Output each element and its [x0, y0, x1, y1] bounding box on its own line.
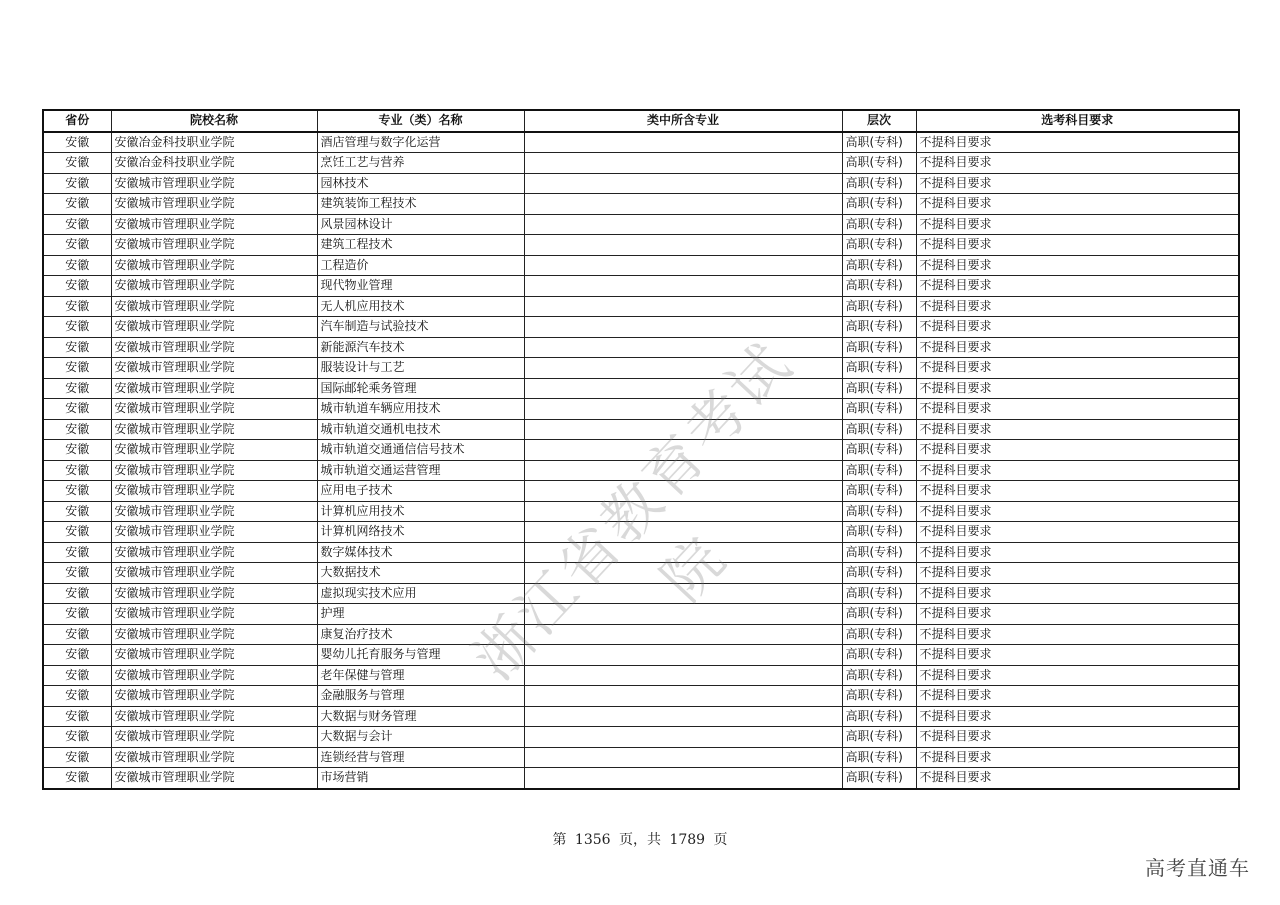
cell-level: 高职(专科): [842, 337, 916, 358]
table-row: [43, 563, 1239, 584]
cell-school-name: 安徽城市管理职业学院: [111, 440, 317, 461]
cell-province: 安徽: [43, 583, 111, 604]
cell-province: 安徽: [43, 419, 111, 440]
cell-level: 高职(专科): [842, 460, 916, 481]
table-row: [43, 481, 1239, 502]
cell-subject-requirements: 不提科目要求: [916, 378, 1239, 399]
cell-subject-requirements: 不提科目要求: [916, 296, 1239, 317]
cell-province: 安徽: [43, 460, 111, 481]
cell-major-name: 国际邮轮乘务管理: [317, 378, 524, 399]
cell-included-majors: [524, 378, 842, 399]
cell-province: 安徽: [43, 440, 111, 461]
cell-level: 高职(专科): [842, 276, 916, 297]
cell-province: 安徽: [43, 665, 111, 686]
cell-province: 安徽: [43, 214, 111, 235]
cell-level: 高职(专科): [842, 317, 916, 338]
cell-major-name: 服装设计与工艺: [317, 358, 524, 379]
cell-included-majors: [524, 214, 842, 235]
cell-included-majors: [524, 194, 842, 215]
table-row: [43, 501, 1239, 522]
cell-level: 高职(专科): [842, 173, 916, 194]
cell-subject-requirements: 不提科目要求: [916, 214, 1239, 235]
cell-included-majors: [524, 501, 842, 522]
cell-subject-requirements: 不提科目要求: [916, 583, 1239, 604]
cell-included-majors: [524, 645, 842, 666]
cell-major-name: 应用电子技术: [317, 481, 524, 502]
cell-level: 高职(专科): [842, 522, 916, 543]
cell-school-name: 安徽城市管理职业学院: [111, 768, 317, 789]
cell-included-majors: [524, 624, 842, 645]
cell-province: 安徽: [43, 337, 111, 358]
cell-level: 高职(专科): [842, 255, 916, 276]
cell-province: 安徽: [43, 235, 111, 256]
cell-school-name: 安徽城市管理职业学院: [111, 378, 317, 399]
cell-included-majors: [524, 604, 842, 625]
cell-school-name: 安徽城市管理职业学院: [111, 235, 317, 256]
table-row: [43, 747, 1239, 768]
cell-province: 安徽: [43, 501, 111, 522]
cell-included-majors: [524, 296, 842, 317]
cell-province: 安徽: [43, 173, 111, 194]
cell-school-name: 安徽城市管理职业学院: [111, 522, 317, 543]
cell-province: 安徽: [43, 686, 111, 707]
table-row: [43, 686, 1239, 707]
cell-major-name: 无人机应用技术: [317, 296, 524, 317]
cell-subject-requirements: 不提科目要求: [916, 706, 1239, 727]
cell-major-name: 数字媒体技术: [317, 542, 524, 563]
cell-included-majors: [524, 153, 842, 174]
cell-major-name: 康复治疗技术: [317, 624, 524, 645]
cell-subject-requirements: 不提科目要求: [916, 563, 1239, 584]
cell-province: 安徽: [43, 317, 111, 338]
cell-level: 高职(专科): [842, 296, 916, 317]
page-footer: [0, 829, 1280, 849]
watermark: 浙江省教育考试院: [460, 328, 806, 693]
table-row: [43, 583, 1239, 604]
table-row: [43, 624, 1239, 645]
page-number: 1356: [574, 832, 611, 848]
cell-major-name: 城市轨道车辆应用技术: [317, 399, 524, 420]
cell-major-name: 酒店管理与数字化运营: [317, 132, 524, 153]
cell-subject-requirements: 不提科目要求: [916, 399, 1239, 420]
table-row: [43, 419, 1239, 440]
cell-province: 安徽: [43, 194, 111, 215]
cell-province: 安徽: [43, 768, 111, 789]
header-school-name: 院校名称: [111, 110, 317, 132]
header-level: 层次: [842, 110, 916, 132]
cell-level: 高职(专科): [842, 419, 916, 440]
cell-major-name: 工程造价: [317, 255, 524, 276]
cell-included-majors: [524, 460, 842, 481]
cell-subject-requirements: 不提科目要求: [916, 747, 1239, 768]
cell-school-name: 安徽城市管理职业学院: [111, 481, 317, 502]
table-row: [43, 604, 1239, 625]
cell-major-name: 大数据与会计: [317, 727, 524, 748]
cell-level: 高职(专科): [842, 378, 916, 399]
cell-major-name: 新能源汽车技术: [317, 337, 524, 358]
cell-province: 安徽: [43, 706, 111, 727]
cell-school-name: 安徽城市管理职业学院: [111, 727, 317, 748]
table-row: [43, 645, 1239, 666]
cell-included-majors: [524, 419, 842, 440]
cell-subject-requirements: 不提科目要求: [916, 727, 1239, 748]
cell-included-majors: [524, 768, 842, 789]
page-mid: 页，共: [619, 832, 661, 848]
cell-school-name: 安徽城市管理职业学院: [111, 337, 317, 358]
cell-subject-requirements: 不提科目要求: [916, 481, 1239, 502]
cell-major-name: 计算机网络技术: [317, 522, 524, 543]
cell-included-majors: [524, 440, 842, 461]
cell-school-name: 安徽城市管理职业学院: [111, 358, 317, 379]
table-header: [43, 110, 1239, 132]
cell-subject-requirements: 不提科目要求: [916, 768, 1239, 789]
header-subject-requirements: 选考科目要求: [916, 110, 1239, 132]
cell-major-name: 园林技术: [317, 173, 524, 194]
cell-included-majors: [524, 583, 842, 604]
cell-subject-requirements: 不提科目要求: [916, 501, 1239, 522]
cell-level: 高职(专科): [842, 214, 916, 235]
cell-school-name: 安徽城市管理职业学院: [111, 255, 317, 276]
cell-level: 高职(专科): [842, 768, 916, 789]
cell-school-name: 安徽城市管理职业学院: [111, 542, 317, 563]
cell-province: 安徽: [43, 399, 111, 420]
header-major-name: 专业（类）名称: [317, 110, 524, 132]
cell-included-majors: [524, 727, 842, 748]
header-included-majors: 类中所含专业: [524, 110, 842, 132]
table-row: [43, 542, 1239, 563]
table-row: [43, 296, 1239, 317]
cell-school-name: 安徽城市管理职业学院: [111, 665, 317, 686]
cell-province: 安徽: [43, 378, 111, 399]
cell-subject-requirements: 不提科目要求: [916, 440, 1239, 461]
cell-school-name: 安徽城市管理职业学院: [111, 747, 317, 768]
cell-province: 安徽: [43, 296, 111, 317]
cell-subject-requirements: 不提科目要求: [916, 153, 1239, 174]
cell-province: 安徽: [43, 153, 111, 174]
cell-province: 安徽: [43, 645, 111, 666]
table-row: [43, 378, 1239, 399]
cell-level: 高职(专科): [842, 194, 916, 215]
cell-major-name: 金融服务与管理: [317, 686, 524, 707]
cell-level: 高职(专科): [842, 686, 916, 707]
cell-province: 安徽: [43, 358, 111, 379]
cell-included-majors: [524, 399, 842, 420]
cell-school-name: 安徽城市管理职业学院: [111, 624, 317, 645]
cell-major-name: 建筑装饰工程技术: [317, 194, 524, 215]
cell-major-name: 计算机应用技术: [317, 501, 524, 522]
cell-level: 高职(专科): [842, 153, 916, 174]
cell-major-name: 烹饪工艺与营养: [317, 153, 524, 174]
table-row: [43, 337, 1239, 358]
header-province: 省份: [43, 110, 111, 132]
table-row: [43, 522, 1239, 543]
cell-level: 高职(专科): [842, 235, 916, 256]
cell-subject-requirements: 不提科目要求: [916, 604, 1239, 625]
table-row: [43, 255, 1239, 276]
table-row: [43, 317, 1239, 338]
cell-included-majors: [524, 706, 842, 727]
cell-major-name: 护理: [317, 604, 524, 625]
cell-level: 高职(专科): [842, 706, 916, 727]
cell-subject-requirements: 不提科目要求: [916, 460, 1239, 481]
cell-school-name: 安徽城市管理职业学院: [111, 214, 317, 235]
table-row: [43, 173, 1239, 194]
cell-included-majors: [524, 255, 842, 276]
cell-level: 高职(专科): [842, 399, 916, 420]
cell-school-name: 安徽城市管理职业学院: [111, 399, 317, 420]
cell-subject-requirements: 不提科目要求: [916, 624, 1239, 645]
cell-included-majors: [524, 132, 842, 153]
cell-major-name: 婴幼儿托育服务与管理: [317, 645, 524, 666]
cell-school-name: 安徽城市管理职业学院: [111, 706, 317, 727]
cell-included-majors: [524, 358, 842, 379]
cell-included-majors: [524, 173, 842, 194]
cell-province: 安徽: [43, 132, 111, 153]
table-row: [43, 235, 1239, 256]
cell-major-name: 汽车制造与试验技术: [317, 317, 524, 338]
cell-major-name: 市场营销: [317, 768, 524, 789]
table-row: [43, 665, 1239, 686]
cell-school-name: 安徽城市管理职业学院: [111, 686, 317, 707]
cell-province: 安徽: [43, 563, 111, 584]
cell-major-name: 城市轨道交通运营管理: [317, 460, 524, 481]
cell-level: 高职(专科): [842, 563, 916, 584]
cell-school-name: 安徽城市管理职业学院: [111, 583, 317, 604]
cell-included-majors: [524, 481, 842, 502]
cell-subject-requirements: 不提科目要求: [916, 337, 1239, 358]
table-row: [43, 132, 1239, 153]
cell-major-name: 建筑工程技术: [317, 235, 524, 256]
cell-school-name: 安徽城市管理职业学院: [111, 419, 317, 440]
cell-subject-requirements: 不提科目要求: [916, 317, 1239, 338]
cell-province: 安徽: [43, 604, 111, 625]
cell-level: 高职(专科): [842, 645, 916, 666]
cell-subject-requirements: 不提科目要求: [916, 194, 1239, 215]
cell-level: 高职(专科): [842, 583, 916, 604]
cell-province: 安徽: [43, 255, 111, 276]
cell-level: 高职(专科): [842, 481, 916, 502]
cell-province: 安徽: [43, 481, 111, 502]
cell-major-name: 连锁经营与管理: [317, 747, 524, 768]
cell-level: 高职(专科): [842, 727, 916, 748]
brand-logo-text: 高考直通车: [1145, 856, 1250, 880]
cell-included-majors: [524, 317, 842, 338]
cell-school-name: 安徽冶金科技职业学院: [111, 132, 317, 153]
cell-school-name: 安徽城市管理职业学院: [111, 563, 317, 584]
cell-major-name: 大数据技术: [317, 563, 524, 584]
cell-subject-requirements: 不提科目要求: [916, 132, 1239, 153]
cell-included-majors: [524, 686, 842, 707]
cell-subject-requirements: 不提科目要求: [916, 419, 1239, 440]
page-prefix: 第: [552, 832, 567, 848]
cell-province: 安徽: [43, 522, 111, 543]
cell-province: 安徽: [43, 542, 111, 563]
cell-included-majors: [524, 542, 842, 563]
table-row: [43, 153, 1239, 174]
cell-major-name: 虚拟现实技术应用: [317, 583, 524, 604]
cell-school-name: 安徽城市管理职业学院: [111, 645, 317, 666]
table-row: [43, 768, 1239, 789]
cell-province: 安徽: [43, 727, 111, 748]
cell-school-name: 安徽城市管理职业学院: [111, 317, 317, 338]
cell-subject-requirements: 不提科目要求: [916, 645, 1239, 666]
cell-included-majors: [524, 747, 842, 768]
cell-included-majors: [524, 522, 842, 543]
cell-major-name: 城市轨道交通通信信号技术: [317, 440, 524, 461]
cell-level: 高职(专科): [842, 358, 916, 379]
total-pages: 1789: [669, 832, 706, 848]
cell-level: 高职(专科): [842, 747, 916, 768]
cell-major-name: 老年保健与管理: [317, 665, 524, 686]
cell-level: 高职(专科): [842, 440, 916, 461]
cell-school-name: 安徽城市管理职业学院: [111, 460, 317, 481]
cell-school-name: 安徽城市管理职业学院: [111, 194, 317, 215]
table-row: [43, 214, 1239, 235]
cell-school-name: 安徽城市管理职业学院: [111, 501, 317, 522]
cell-province: 安徽: [43, 624, 111, 645]
table-row: [43, 358, 1239, 379]
cell-included-majors: [524, 563, 842, 584]
cell-level: 高职(专科): [842, 604, 916, 625]
cell-subject-requirements: 不提科目要求: [916, 358, 1239, 379]
cell-major-name: 大数据与财务管理: [317, 706, 524, 727]
cell-subject-requirements: 不提科目要求: [916, 522, 1239, 543]
table-row: [43, 440, 1239, 461]
cell-included-majors: [524, 337, 842, 358]
cell-included-majors: [524, 235, 842, 256]
cell-included-majors: [524, 276, 842, 297]
table-row: [43, 727, 1239, 748]
cell-level: 高职(专科): [842, 501, 916, 522]
cell-school-name: 安徽城市管理职业学院: [111, 296, 317, 317]
cell-included-majors: [524, 665, 842, 686]
cell-school-name: 安徽城市管理职业学院: [111, 173, 317, 194]
cell-subject-requirements: 不提科目要求: [916, 276, 1239, 297]
cell-province: 安徽: [43, 747, 111, 768]
cell-major-name: 城市轨道交通机电技术: [317, 419, 524, 440]
cell-school-name: 安徽城市管理职业学院: [111, 604, 317, 625]
cell-school-name: 安徽冶金科技职业学院: [111, 153, 317, 174]
cell-subject-requirements: 不提科目要求: [916, 665, 1239, 686]
table-row: [43, 276, 1239, 297]
cell-subject-requirements: 不提科目要求: [916, 173, 1239, 194]
cell-school-name: 安徽城市管理职业学院: [111, 276, 317, 297]
cell-level: 高职(专科): [842, 624, 916, 645]
cell-level: 高职(专科): [842, 542, 916, 563]
table-body: [43, 132, 1239, 789]
cell-major-name: 现代物业管理: [317, 276, 524, 297]
table-row: [43, 460, 1239, 481]
cell-subject-requirements: 不提科目要求: [916, 542, 1239, 563]
table-row: [43, 194, 1239, 215]
page-suffix: 页: [713, 832, 728, 848]
cell-province: 安徽: [43, 276, 111, 297]
table-row: [43, 399, 1239, 420]
table-row: [43, 706, 1239, 727]
cell-level: 高职(专科): [842, 132, 916, 153]
cell-subject-requirements: 不提科目要求: [916, 235, 1239, 256]
cell-subject-requirements: 不提科目要求: [916, 686, 1239, 707]
cell-subject-requirements: 不提科目要求: [916, 255, 1239, 276]
cell-major-name: 风景园林设计: [317, 214, 524, 235]
admission-requirements-table: [42, 109, 1240, 790]
cell-level: 高职(专科): [842, 665, 916, 686]
